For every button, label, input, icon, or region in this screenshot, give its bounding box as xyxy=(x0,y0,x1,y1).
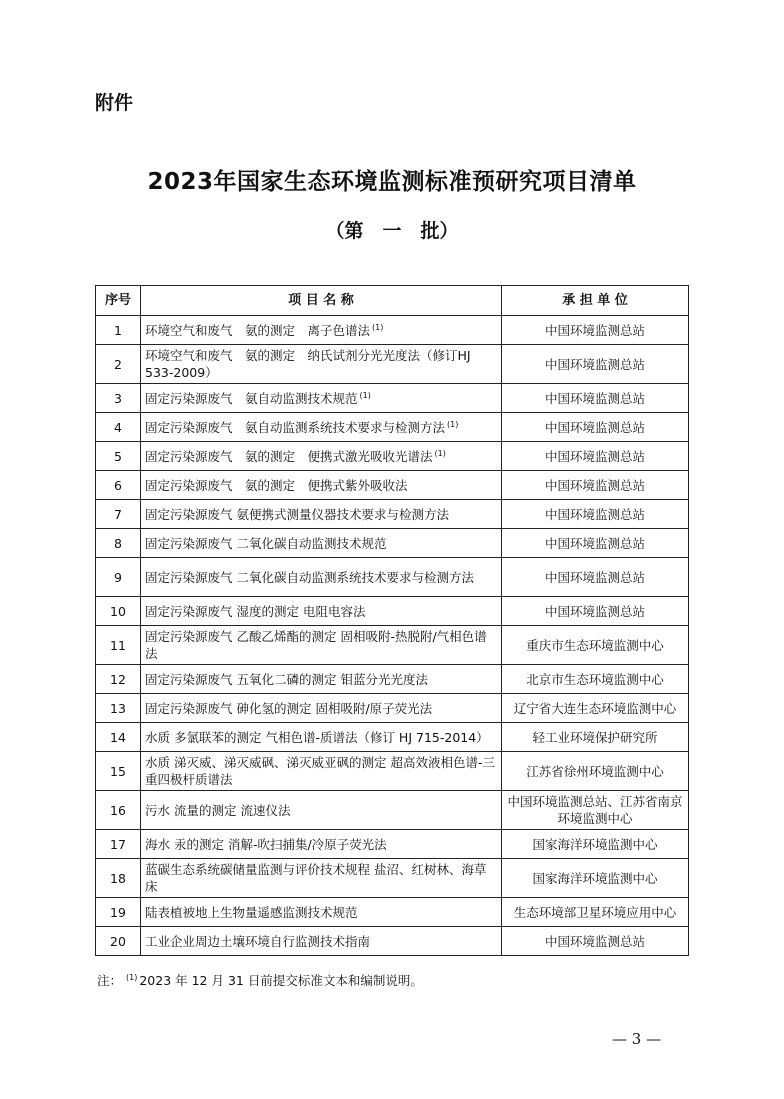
row-name-cell xyxy=(141,723,502,752)
row-name: 固定污染源废气 氨自动监测技术规范 xyxy=(145,390,358,406)
row-name-cell xyxy=(141,898,502,927)
row-name: 固定污染源废气 五氧化二磷的测定 钼蓝分光光度法 xyxy=(145,671,428,687)
row-name: 固定污染源废气 氨的测定 便携式激光吸收光谱法 xyxy=(145,448,433,464)
row-name-cell xyxy=(141,626,502,665)
row-name-cell xyxy=(141,927,502,956)
table-row xyxy=(96,471,689,500)
page-number: — 3 — xyxy=(612,1030,662,1048)
row-name-cell xyxy=(141,442,502,471)
row-name-cell xyxy=(141,694,502,723)
table-row xyxy=(96,558,689,597)
row-no: 10 xyxy=(96,597,141,626)
row-no: 12 xyxy=(96,665,141,694)
table-row xyxy=(96,791,689,830)
row-name-cell xyxy=(141,752,502,791)
row-no: 13 xyxy=(96,694,141,723)
row-no: 15 xyxy=(96,752,141,791)
table-row xyxy=(96,694,689,723)
row-unit: 重庆市生态环境监测中心 xyxy=(502,626,689,665)
row-no: 4 xyxy=(96,413,141,442)
row-name: 水质 多氯联苯的测定 气相色谱-质谱法（修订 HJ 715-2014） xyxy=(145,729,489,745)
row-no: 9 xyxy=(96,558,141,597)
header-unit: 承 担 单 位 xyxy=(502,286,689,316)
table-row xyxy=(96,927,689,956)
table-row xyxy=(96,723,689,752)
table-row xyxy=(96,752,689,791)
footnote xyxy=(97,971,423,989)
table-row xyxy=(96,597,689,626)
row-no: 8 xyxy=(96,529,141,558)
row-no: 14 xyxy=(96,723,141,752)
row-name-cell xyxy=(141,597,502,626)
table-row xyxy=(96,529,689,558)
row-name: 固定污染源废气 氨的测定 便携式紫外吸收法 xyxy=(145,477,408,493)
row-name: 固定污染源废气 砷化氢的测定 固相吸附/原子荧光法 xyxy=(145,700,433,716)
row-no: 1 xyxy=(96,316,141,345)
row-name-cell xyxy=(141,558,502,597)
row-unit: 国家海洋环境监测中心 xyxy=(502,830,689,859)
table-row xyxy=(96,626,689,665)
row-no: 18 xyxy=(96,859,141,898)
document-title: 2023年国家生态环境监测标准预研究项目清单 xyxy=(147,169,637,195)
row-name-cell xyxy=(141,471,502,500)
row-name: 陆表植被地上生物量遥感监测技术规范 xyxy=(145,904,358,920)
row-unit: 中国环境监测总站 xyxy=(502,558,689,597)
row-name: 固定污染源废气 二氧化碳自动监测系统技术要求与检测方法 xyxy=(145,569,474,585)
table-row xyxy=(96,830,689,859)
row-no: 7 xyxy=(96,500,141,529)
row-name: 固定污染源废气 氨便携式测量仪器技术要求与检测方法 xyxy=(145,506,449,522)
row-unit: 中国环境监测总站 xyxy=(502,384,689,413)
row-unit: 中国环境监测总站 xyxy=(502,442,689,471)
row-name-cell xyxy=(141,529,502,558)
footnote-mark: (1) xyxy=(372,322,384,332)
row-no: 6 xyxy=(96,471,141,500)
footnote-label: 注： xyxy=(97,973,123,988)
project-table xyxy=(95,285,689,956)
row-no: 20 xyxy=(96,927,141,956)
row-unit: 中国环境监测总站 xyxy=(502,471,689,500)
row-name: 固定污染源废气 乙酸乙烯酯的测定 固相吸附-热脱附/气相色谱法 xyxy=(145,629,487,661)
row-no: 11 xyxy=(96,626,141,665)
row-no: 5 xyxy=(96,442,141,471)
row-name: 固定污染源废气 湿度的测定 电阻电容法 xyxy=(145,603,366,619)
row-name-cell xyxy=(141,830,502,859)
row-name: 固定污染源废气 二氧化碳自动监测技术规范 xyxy=(145,535,387,551)
table-row xyxy=(96,413,689,442)
row-name: 环境空气和废气 氨的测定 纳氏试剂分光光度法（修订HJ 533-2009） xyxy=(145,348,484,380)
footnote-mark: (1) xyxy=(359,390,371,400)
row-no: 16 xyxy=(96,791,141,830)
row-unit: 国家海洋环境监测中心 xyxy=(502,859,689,898)
row-name: 污水 流量的测定 流速仪法 xyxy=(145,802,291,818)
row-no: 2 xyxy=(96,345,141,384)
table-row xyxy=(96,384,689,413)
row-unit: 中国环境监测总站 xyxy=(502,927,689,956)
row-name-cell xyxy=(141,316,502,345)
row-no: 19 xyxy=(96,898,141,927)
row-name-cell xyxy=(141,665,502,694)
row-name-cell xyxy=(141,500,502,529)
row-unit: 江苏省徐州环境监测中心 xyxy=(502,752,689,791)
table-row xyxy=(96,898,689,927)
table-row xyxy=(96,316,689,345)
row-name: 蓝碳生态系统碳储量监测与评价技术规程 盐沼、红树林、海草床 xyxy=(145,862,487,894)
row-no: 17 xyxy=(96,830,141,859)
table-row xyxy=(96,345,689,384)
row-name-cell xyxy=(141,413,502,442)
footnote-mark: (1) xyxy=(447,419,459,429)
row-name-cell xyxy=(141,859,502,898)
row-name: 水质 涕灭威、涕灭威砜、涕灭威亚砜的测定 超高效液相色谱-三重四极杆质谱法 xyxy=(145,755,495,787)
row-name: 工业企业周边土壤环境自行监测技术指南 xyxy=(145,933,371,949)
row-unit: 中国环境监测总站 xyxy=(502,597,689,626)
row-no: 3 xyxy=(96,384,141,413)
row-unit: 中国环境监测总站 xyxy=(502,316,689,345)
header-no: 序号 xyxy=(96,286,141,316)
row-name: 海水 汞的测定 消解-吹扫捕集/冷原子荧光法 xyxy=(145,836,387,852)
row-unit: 生态环境部卫星环境应用中心 xyxy=(502,898,689,927)
attachment-label: 附件 xyxy=(95,92,134,114)
row-unit: 北京市生态环境监测中心 xyxy=(502,665,689,694)
row-unit: 辽宁省大连生态环境监测中心 xyxy=(502,694,689,723)
table-row xyxy=(96,500,689,529)
row-unit: 中国环境监测总站 xyxy=(502,413,689,442)
row-unit: 中国环境监测总站 xyxy=(502,345,689,384)
row-name: 环境空气和废气 氨的测定 离子色谱法 xyxy=(145,322,371,338)
row-unit: 轻工业环境保护研究所 xyxy=(502,723,689,752)
row-unit: 中国环境监测总站 xyxy=(502,500,689,529)
table-row xyxy=(96,665,689,694)
row-name-cell xyxy=(141,345,502,384)
row-name-cell xyxy=(141,384,502,413)
footnote-mark: (1) xyxy=(434,448,446,458)
footnote-mark: (1) xyxy=(126,973,138,982)
table-row xyxy=(96,442,689,471)
table-row xyxy=(96,859,689,898)
table-header-row xyxy=(96,286,689,316)
header-name: 项 目 名 称 xyxy=(141,286,502,316)
document-subtitle: （第 一 批） xyxy=(325,220,459,242)
row-name: 固定污染源废气 氨自动监测系统技术要求与检测方法 xyxy=(145,419,446,435)
row-unit: 中国环境监测总站 xyxy=(502,529,689,558)
row-name-cell xyxy=(141,791,502,830)
row-unit: 中国环境监测总站、江苏省南京环境监测中心 xyxy=(502,791,689,830)
footnote-text: 2023 年 12 月 31 日前提交标准文本和编制说明。 xyxy=(139,973,423,988)
